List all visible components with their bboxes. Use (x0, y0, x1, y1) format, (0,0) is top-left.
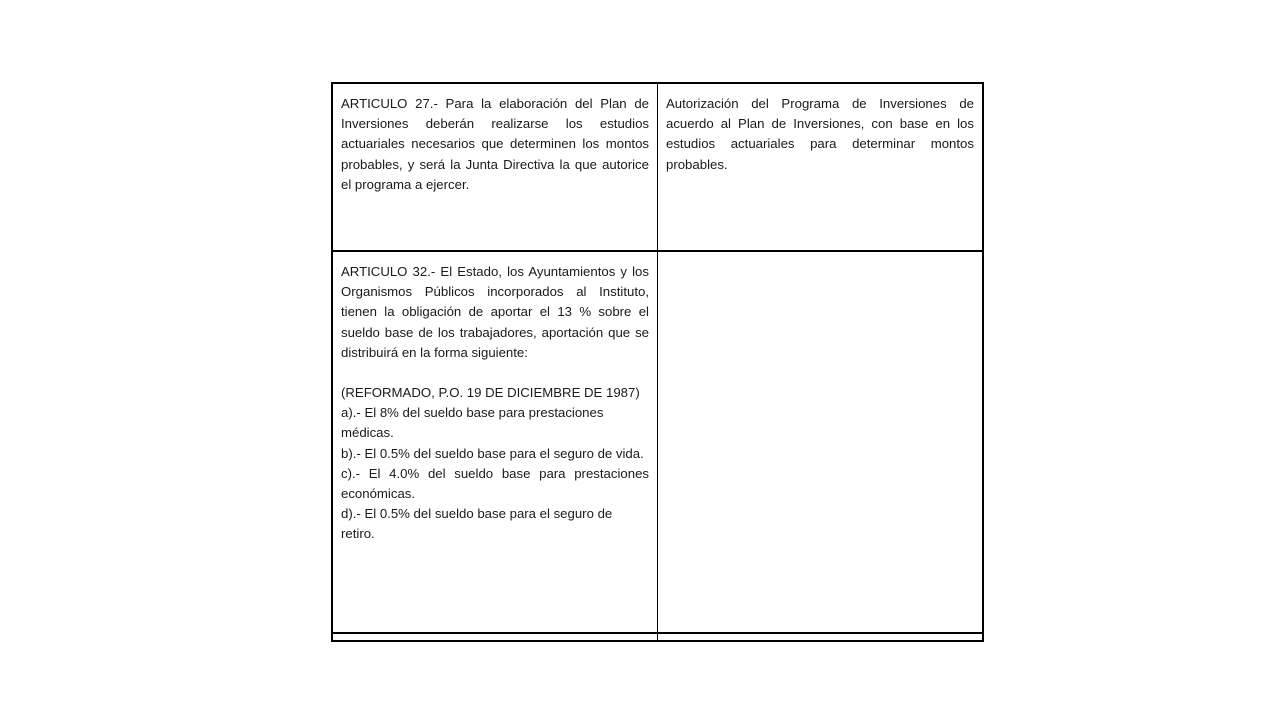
article-32-item-a: a).- El 8% del sueldo base para prestaciones médicas. (341, 405, 604, 441)
table-row (332, 251, 983, 633)
articles-comparison-table (331, 82, 984, 642)
next-row-left-cell (332, 633, 658, 641)
article-32-paragraph: ARTICULO 32.- El Estado, los Ayuntamientos y los Organismos Públicos incorporados al Instituto, tienen la obligación de aportar el 13 % sobre el sueldo base de los trabajadores, aportación que se distribuirá en la forma siguiente: (341, 264, 649, 360)
article-32-reform-note: (REFORMADO, P.O. 19 DE DICIEMBRE DE 1987) (341, 385, 640, 401)
next-row-right-cell (658, 633, 984, 641)
article-27-paragraph: ARTICULO 27.- Para la elaboración del Plan de Inversiones deberán realizarse los estudios actuariales necesarios que determinen los montos probables, y será la Junta Directiva la que autorice el programa a ejercer. (341, 96, 649, 192)
article-32-summary-cell (658, 251, 984, 633)
article-27-text-cell (332, 83, 658, 251)
table-body (332, 83, 983, 641)
article-27-summary-cell (658, 83, 984, 251)
article-32-item-d: d).- El 0.5% del sueldo base para el seguro de retiro. (341, 506, 613, 542)
paragraph-spacer (341, 363, 649, 383)
article-27-summary-paragraph: Autorización del Programa de Inversiones de acuerdo al Plan de Inversiones, con base en los estudios actuariales para determinar montos probables. (666, 96, 974, 172)
article-32-item-c: c).- El 4.0% del sueldo base para prestaciones económicas. (341, 465, 649, 502)
article-32-text-cell (332, 251, 658, 633)
article-32-item-b: b).- El 0.5% del sueldo base para el seguro de vida. (341, 445, 644, 461)
table-row (332, 633, 983, 641)
table-row (332, 83, 983, 251)
